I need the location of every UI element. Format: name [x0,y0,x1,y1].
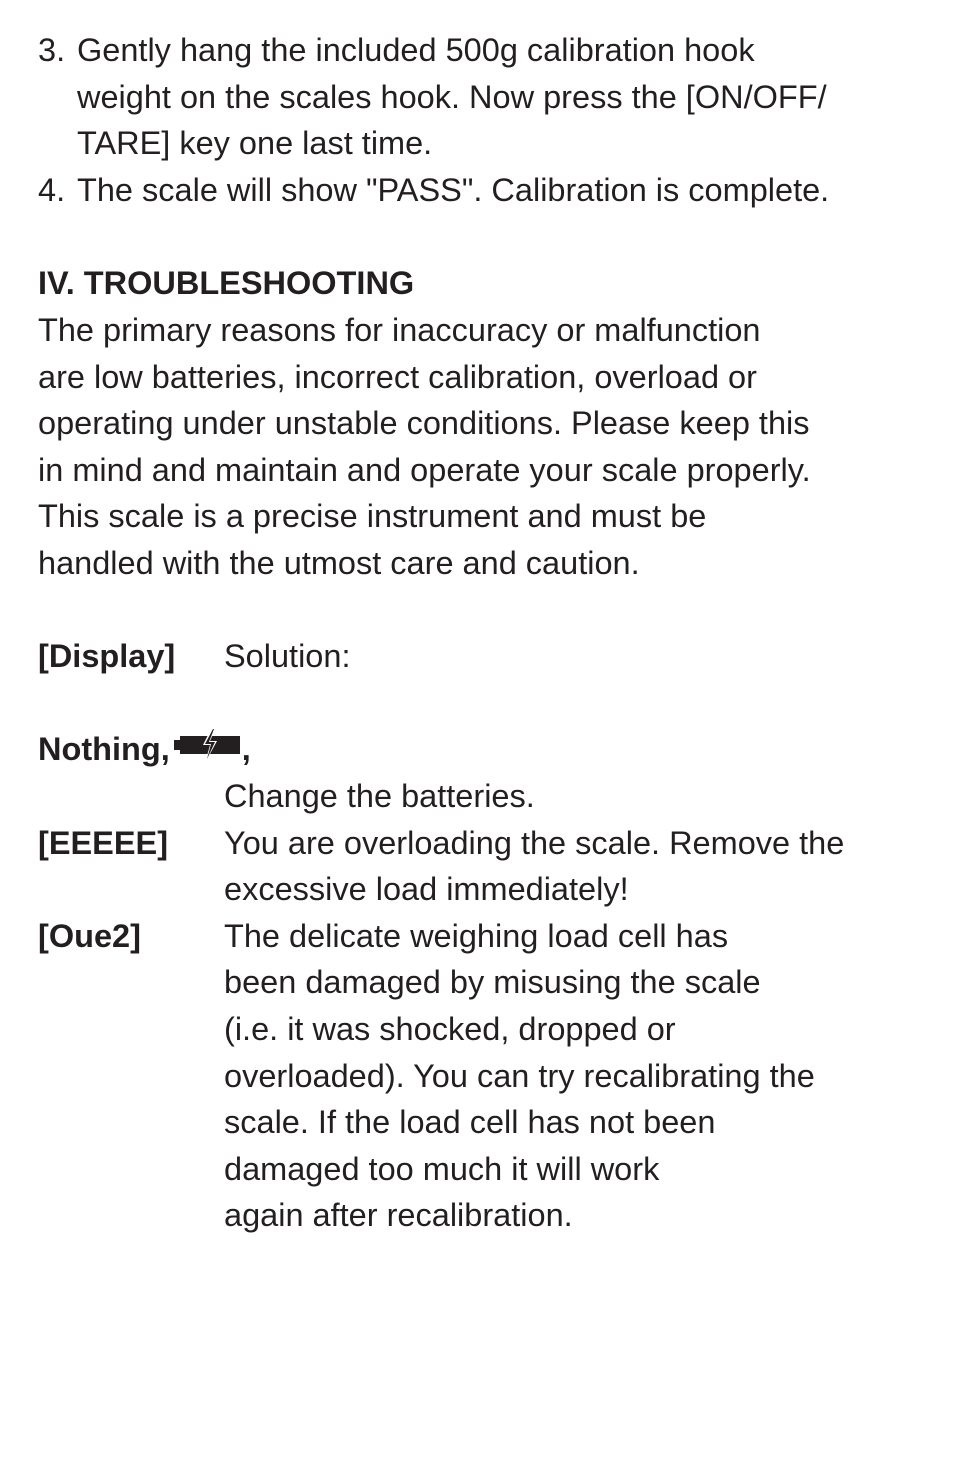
low-battery-label [38,726,251,773]
solution-text: You are overloading the scale. Remove the excessive load immediately! [224,824,845,908]
section-heading: IV. TROUBLESHOOTING [38,265,415,301]
step-number: 3. [38,32,66,68]
solution-column-header: Solution: [224,638,351,674]
nothing-label: Nothing, [38,731,170,767]
display-code: [Oue2] [38,917,141,954]
step-number: 4. [38,171,66,208]
step-item [38,27,829,167]
step-item [38,167,829,214]
battery-low-icon [172,726,242,772]
trailing-comma: , [241,731,251,767]
step-text: The scale will show "PASS". Calibration is complete. [77,171,830,208]
calibration-steps [38,27,829,213]
display-code: [EEEEE] [38,824,169,861]
troubleshooting-paragraph: The primary reasons for inaccuracy or malfunction are low batteries, incorrect calibration, overload or operating under unstable conditions. Please keep this in mind and maintain and operate your scale properly. This scale is a precise instrument and must be handled with the utmost care and caution. [38,312,811,581]
solution-text: Change the batteries. [224,778,535,814]
table-header [38,633,351,680]
display-column-header: [Display] [38,638,176,674]
step-text: Gently hang the included 500g calibration hook weight on the scales hook. Now press the [ON/OFF/ TARE] key one last time. [77,32,827,162]
solutions-list [38,773,938,1239]
solution-text: The delicate weighing load cell has been damaged by misusing the scale (i.e. it was shocked, dropped or overloaded). You can try recalibrating the scale. If the load cell has not been damaged too much it will work again after recalibration. [224,917,815,1234]
table-row [38,820,938,913]
table-row [38,773,938,820]
table-row [38,913,938,1239]
